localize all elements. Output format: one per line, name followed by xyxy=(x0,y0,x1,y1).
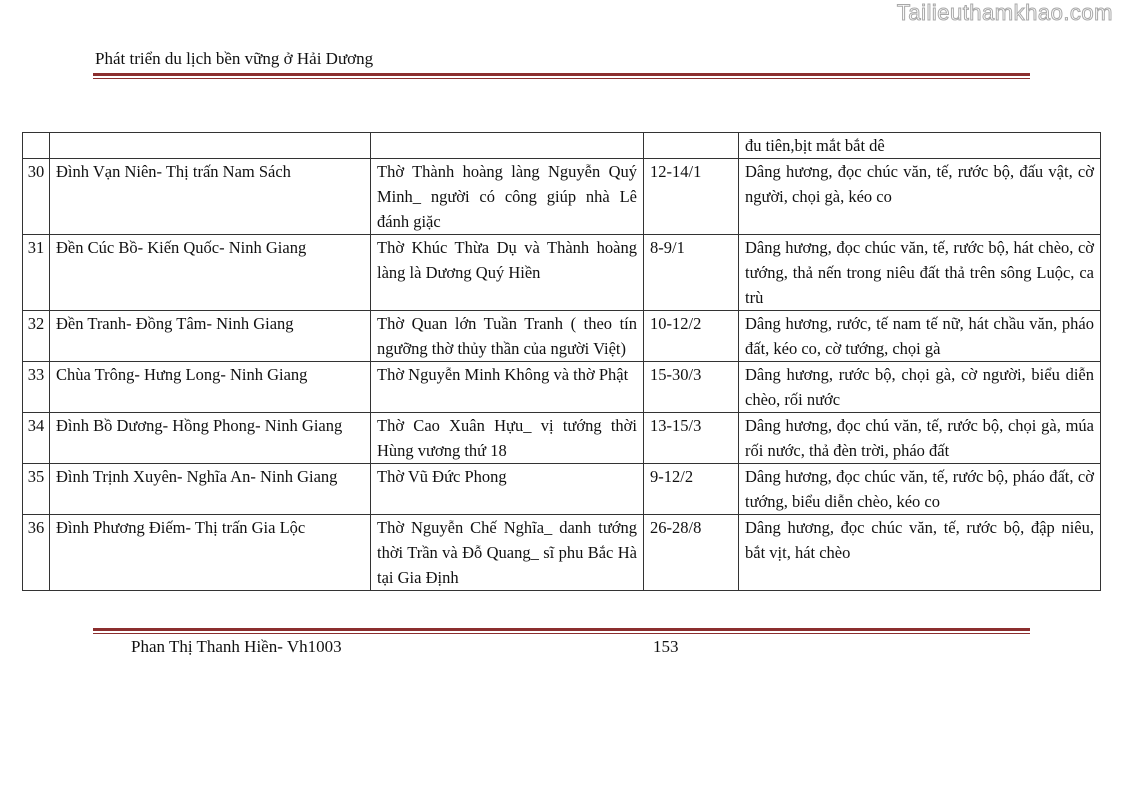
table-row xyxy=(23,413,1101,464)
cell-activities: Dâng hương, rước, tế nam tế nữ, hát chầu văn, pháo đất, kéo co, cờ tướng, chọi gà xyxy=(739,311,1101,362)
cell-no: 31 xyxy=(23,235,50,311)
page-header-title: Phát triển du lịch bền vững ở Hải Dương xyxy=(95,49,374,68)
table-row xyxy=(23,133,1101,159)
table-row xyxy=(23,515,1101,591)
cell-place: Chùa Trông- Hưng Long- Ninh Giang xyxy=(50,362,371,413)
cell-place: Đình Vạn Niên- Thị trấn Nam Sách xyxy=(50,159,371,235)
cell-no: 34 xyxy=(23,413,50,464)
watermark: Tailieuthamkhao.com xyxy=(896,0,1113,25)
cell-date: 10-12/2 xyxy=(644,311,739,362)
header-rule xyxy=(93,73,1030,79)
page-number: 153 xyxy=(653,637,679,656)
cell-activities: Dâng hương, rước bộ, chọi gà, cờ người, biểu diễn chèo, rối nước xyxy=(739,362,1101,413)
cell-worship: Thờ Thành hoàng làng Nguyễn Quý Minh_ người có công giúp nhà Lê đánh giặc xyxy=(371,159,644,235)
footer-rule xyxy=(93,628,1030,634)
cell-worship: Thờ Khúc Thừa Dụ và Thành hoàng làng là Dương Quý Hiền xyxy=(371,235,644,311)
table-row xyxy=(23,235,1101,311)
cell-no: 36 xyxy=(23,515,50,591)
cell-place: Đình Bồ Dương- Hồng Phong- Ninh Giang xyxy=(50,413,371,464)
cell-worship: Thờ Vũ Đức Phong xyxy=(371,464,644,515)
cell-worship xyxy=(371,133,644,159)
table-row xyxy=(23,311,1101,362)
cell-activities: Dâng hương, đọc chúc văn, tế, rước bộ, pháo đất, cờ tướng, biểu diễn chèo, kéo co xyxy=(739,464,1101,515)
cell-no: 32 xyxy=(23,311,50,362)
cell-worship: Thờ Cao Xuân Hựu_ vị tướng thời Hùng vương thứ 18 xyxy=(371,413,644,464)
cell-date: 26-28/8 xyxy=(644,515,739,591)
cell-no xyxy=(23,133,50,159)
cell-activities: Dâng hương, đọc chúc văn, tế, rước bộ, đập niêu, bắt vịt, hát chèo xyxy=(739,515,1101,591)
cell-worship: Thờ Quan lớn Tuần Tranh ( theo tín ngưỡng thờ thủy thần của người Việt) xyxy=(371,311,644,362)
cell-place: Đình Phương Điếm- Thị trấn Gia Lộc xyxy=(50,515,371,591)
cell-place xyxy=(50,133,371,159)
cell-activities: Dâng hương, đọc chúc văn, tế, rước bộ, hát chèo, cờ tướng, thả nến trong niêu đất thả trên sông Luộc, ca trù xyxy=(739,235,1101,311)
cell-place: Đền Tranh- Đồng Tâm- Ninh Giang xyxy=(50,311,371,362)
cell-date xyxy=(644,133,739,159)
table-row xyxy=(23,464,1101,515)
cell-date: 15-30/3 xyxy=(644,362,739,413)
cell-date: 8-9/1 xyxy=(644,235,739,311)
cell-worship: Thờ Nguyễn Chế Nghĩa_ danh tướng thời Trần và Đỗ Quang_ sĩ phu Bắc Hà tại Gia Định xyxy=(371,515,644,591)
cell-worship: Thờ Nguyễn Minh Không và thờ Phật xyxy=(371,362,644,413)
cell-place: Đình Trịnh Xuyên- Nghĩa An- Ninh Giang xyxy=(50,464,371,515)
cell-date: 9-12/2 xyxy=(644,464,739,515)
cell-place: Đền Cúc Bồ- Kiến Quốc- Ninh Giang xyxy=(50,235,371,311)
table-row xyxy=(23,159,1101,235)
festival-table xyxy=(22,132,1101,591)
cell-date: 13-15/3 xyxy=(644,413,739,464)
cell-no: 35 xyxy=(23,464,50,515)
cell-no: 30 xyxy=(23,159,50,235)
table-row xyxy=(23,362,1101,413)
cell-activities: đu tiên,bịt mắt bắt dê xyxy=(739,133,1101,159)
cell-activities: Dâng hương, đọc chúc văn, tế, rước bộ, đấu vật, cờ người, chọi gà, kéo co xyxy=(739,159,1101,235)
footer-author: Phan Thị Thanh Hiền- Vh1003 xyxy=(131,637,342,656)
cell-no: 33 xyxy=(23,362,50,413)
cell-activities: Dâng hương, đọc chú văn, tế, rước bộ, chọi gà, múa rối nước, thả đèn trời, pháo đất xyxy=(739,413,1101,464)
cell-date: 12-14/1 xyxy=(644,159,739,235)
